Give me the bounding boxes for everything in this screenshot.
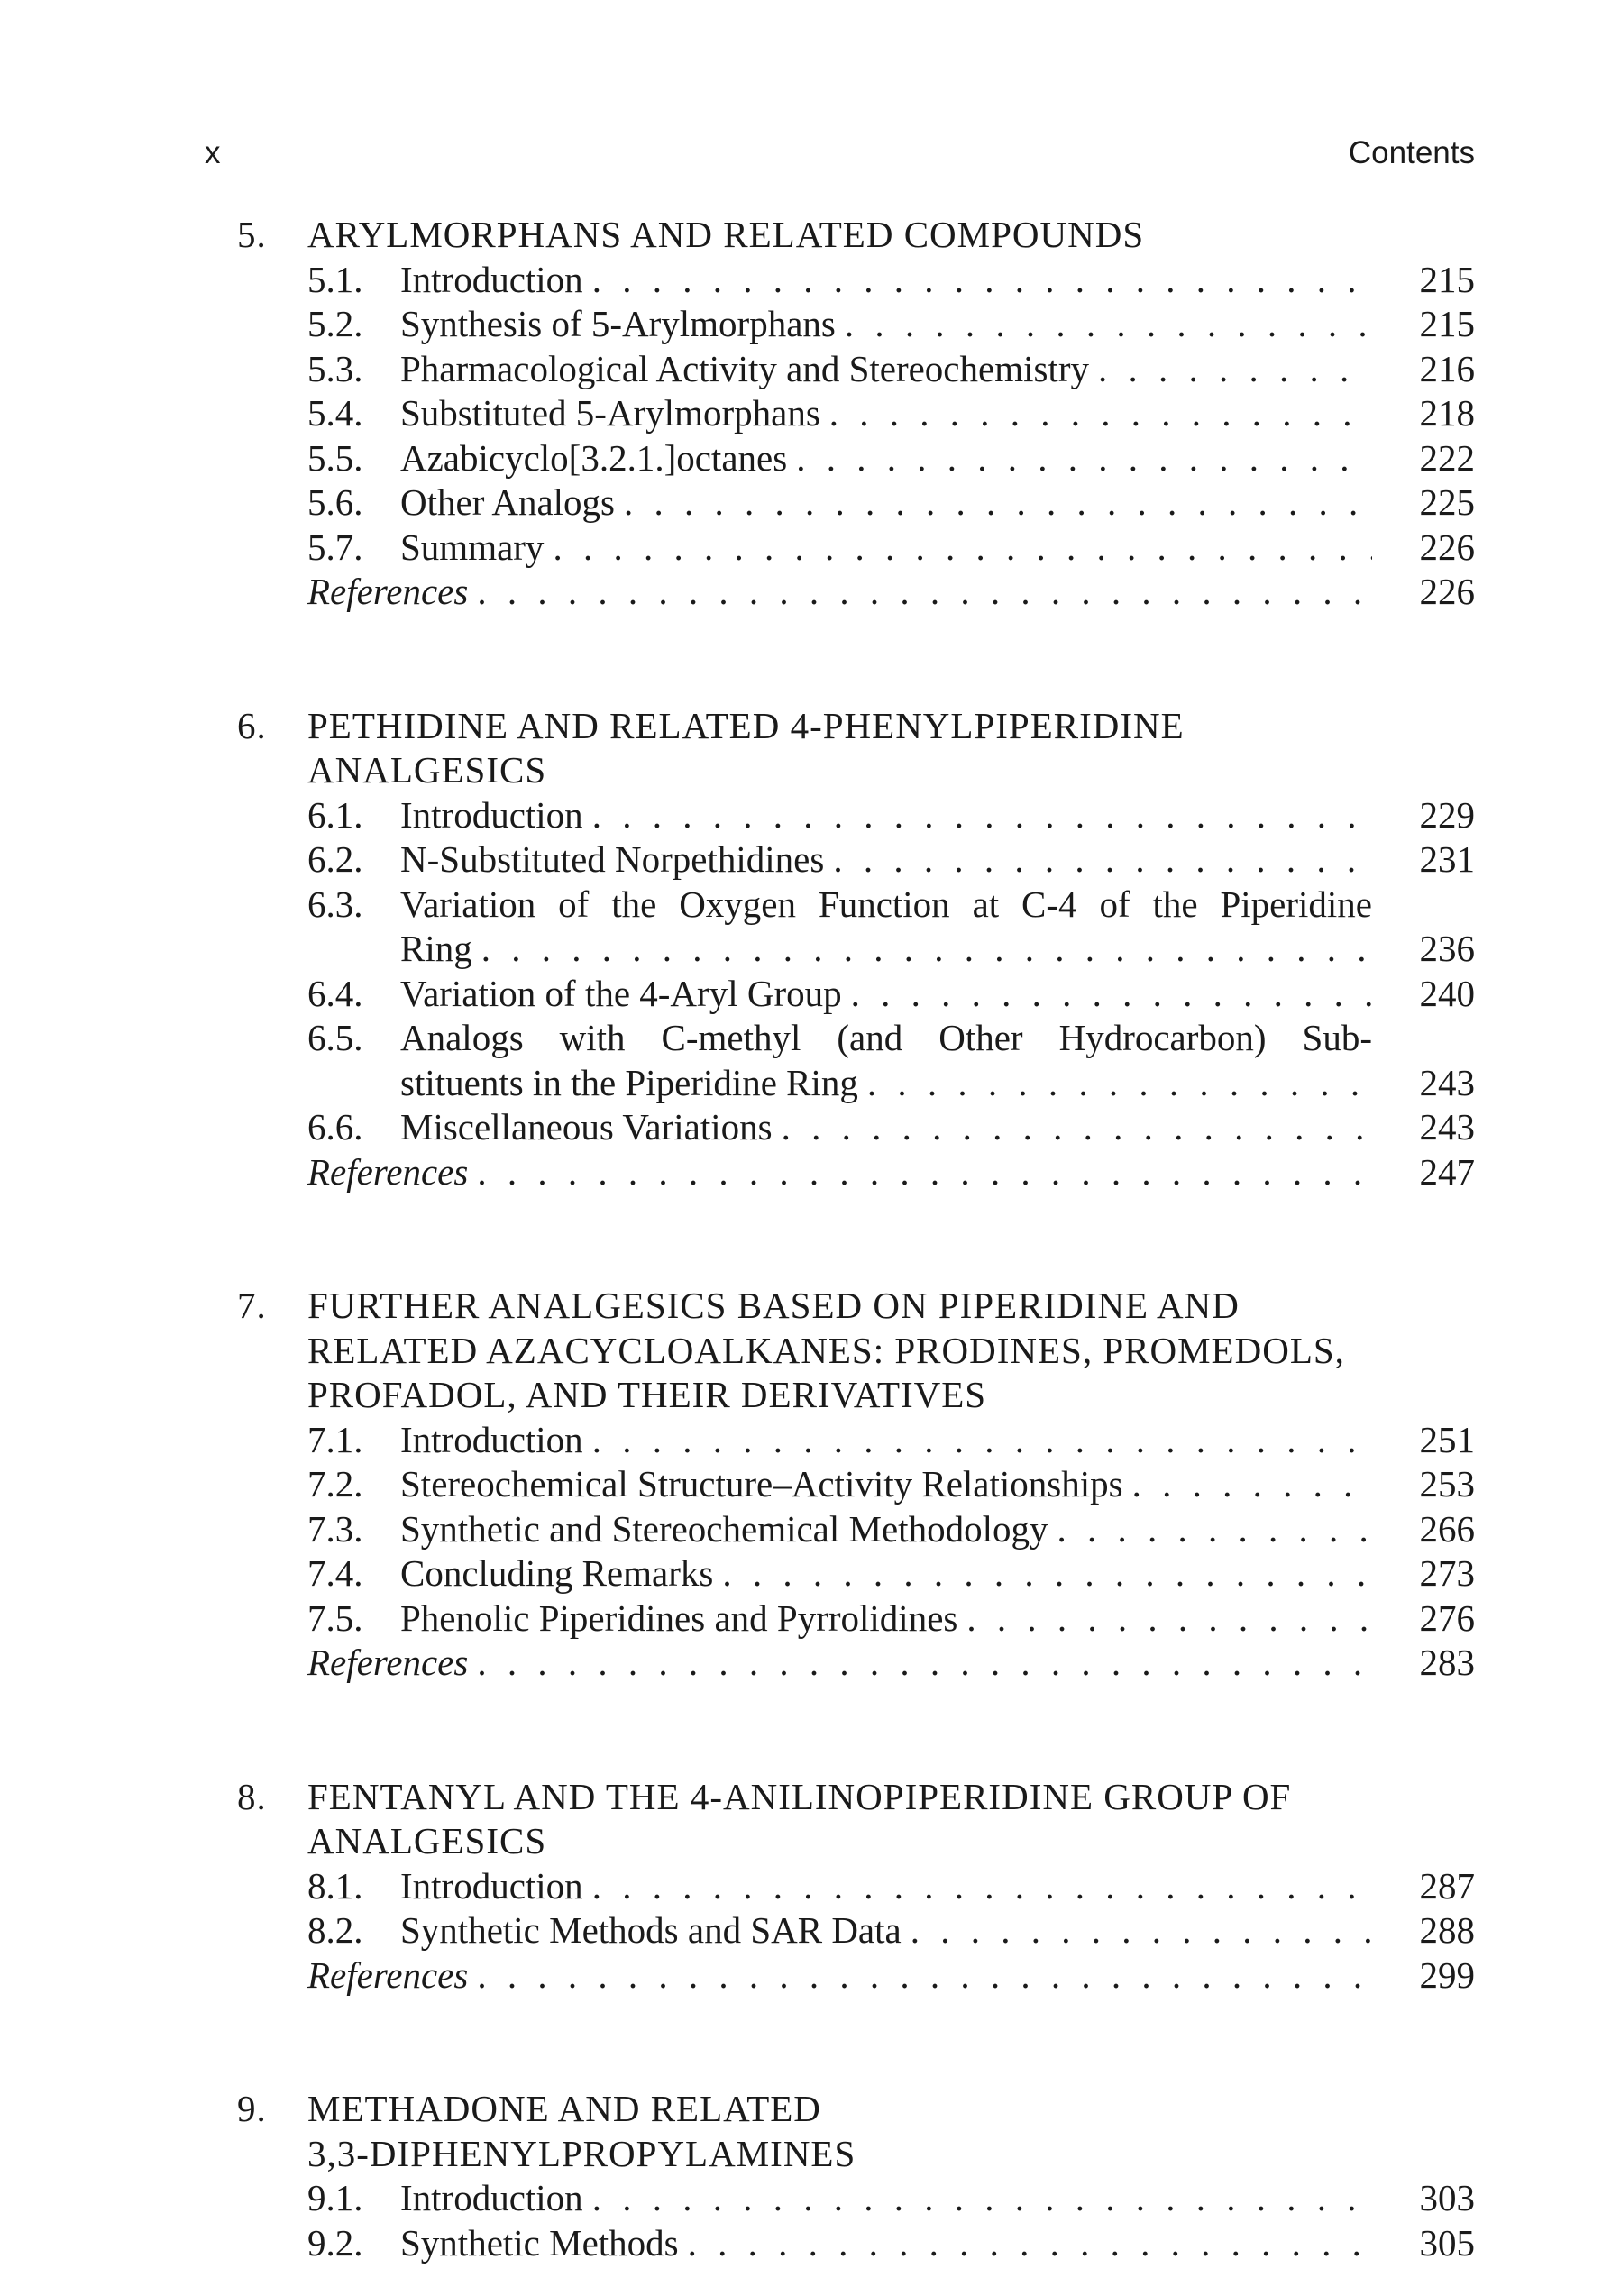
section-number: 6.1. [307, 793, 363, 836]
toc-entry-body [307, 302, 1475, 347]
chapter-number: 8. [237, 1775, 267, 1817]
section-title: Synthesis of 5-Arylmorphans [400, 303, 836, 344]
toc-entry-row [400, 1864, 1475, 1909]
section-title: Stereochemical Structure–Activity Relationships [400, 1463, 1123, 1505]
section-number: 8.1. [307, 1864, 363, 1907]
dot-leader [592, 2176, 1372, 2221]
page-number: 215 [1419, 258, 1475, 300]
section-title-line: Analogs with C-methyl (and Other Hydrocarbon) Sub- [400, 1017, 1372, 1058]
toc-entry [237, 526, 1475, 571]
toc-entry-body [307, 1864, 1475, 1909]
section-title: Introduction [400, 258, 583, 300]
toc-entry-row [400, 1596, 1475, 1642]
dot-leader [592, 1418, 1372, 1463]
references-entry [237, 1641, 1475, 1686]
section-title: Introduction [400, 1418, 583, 1460]
dot-leader [592, 1864, 1372, 1909]
chapter-heading [237, 704, 1475, 793]
chapter-title-line: RELATED AZACYCLOALKANES: PRODINES, PROMEDOLS, [307, 1329, 1345, 1371]
section-title: Azabicyclo[3.2.1.]octanes [400, 436, 788, 479]
toc-entry-body [307, 793, 1475, 838]
toc-entry [237, 1105, 1475, 1150]
toc-entry [237, 1418, 1475, 1463]
toc-entry-row [400, 1551, 1475, 1596]
page-number: 222 [1419, 436, 1475, 479]
dot-leader [833, 837, 1372, 883]
toc-entry-body [307, 526, 1475, 571]
dot-leader [1132, 1462, 1372, 1507]
toc-entry [237, 391, 1475, 436]
chapter-title-line: PETHIDINE AND RELATED 4-PHENYLPIPERIDINE [307, 704, 1185, 746]
toc-entry-body [307, 480, 1475, 526]
section-number: 6.5. [307, 1017, 363, 1058]
section-title: Summary [400, 526, 545, 568]
toc-entry-body [307, 1105, 1475, 1150]
toc-entry-body [307, 347, 1475, 392]
page-number: 266 [1419, 1507, 1475, 1550]
references-entry [237, 1953, 1475, 1999]
toc-entry [237, 972, 1475, 1017]
toc-entry-row [400, 1418, 1475, 1463]
toc-entry-row [400, 391, 1475, 436]
section-number: 5.4. [307, 392, 363, 434]
chapter-block [237, 1284, 1475, 1686]
page-number: 216 [1419, 347, 1475, 389]
page-number-roman: x [205, 135, 221, 170]
toc-entry [237, 1908, 1475, 1953]
dot-leader [688, 2221, 1372, 2266]
chapter-title-line: METHADONE AND RELATED [307, 2088, 821, 2129]
page-number: 276 [1419, 1596, 1475, 1639]
chapter-number: 7. [237, 1285, 267, 1326]
toc-entry-row [400, 1507, 1475, 1552]
page-number: 283 [1419, 1642, 1475, 1683]
page-number: 251 [1419, 1418, 1475, 1460]
toc-entry [237, 1507, 1475, 1552]
toc-entry [237, 837, 1475, 883]
dot-leader [477, 1641, 1372, 1686]
toc-entry [237, 2221, 1475, 2266]
dot-leader [481, 927, 1372, 972]
page-number: 215 [1419, 303, 1475, 344]
page-number: 253 [1419, 1463, 1475, 1505]
toc-entry-body [307, 1507, 1475, 1552]
toc-entry-body [307, 883, 1475, 972]
section-title: Synthetic Methods and SAR Data [400, 1909, 902, 1951]
toc-entry [237, 480, 1475, 526]
chapter-number: 9. [237, 2088, 267, 2129]
section-title: Ring [400, 928, 472, 969]
chapter-block [237, 704, 1475, 1195]
toc-entry-body [307, 1908, 1475, 1953]
page-number: 287 [1419, 1864, 1475, 1907]
toc-entry-row [400, 1105, 1475, 1150]
page-number: 305 [1419, 2221, 1475, 2264]
chapter-title-line: ANALGESICS [307, 1820, 547, 1861]
section-number: 9.2. [307, 2221, 363, 2264]
toc-entry-body [307, 837, 1475, 883]
dot-leader [1057, 1507, 1372, 1552]
page-number: 236 [1419, 928, 1475, 969]
dot-leader [553, 526, 1372, 571]
section-title: Introduction [400, 2177, 583, 2218]
toc-entry-body [307, 1551, 1475, 1596]
toc-entry-body [307, 1016, 1475, 1105]
section-title: Phenolic Piperidines and Pyrrolidines [400, 1596, 958, 1639]
references-label: References [307, 1953, 469, 1996]
chapter-heading [237, 1284, 1475, 1418]
page-number: 243 [1419, 1061, 1475, 1103]
toc-entry [237, 436, 1475, 481]
chapter-title-line: PROFADOL, AND THEIR DERIVATIVES [307, 1374, 987, 1415]
section-title: Substituted 5-Arylmorphans [400, 392, 820, 434]
toc-entry [237, 883, 1475, 972]
toc-entry-body [307, 258, 1475, 303]
section-title: Synthetic and Stereochemical Methodology [400, 1507, 1048, 1550]
dot-leader [966, 1596, 1372, 1642]
references-entry [237, 570, 1475, 615]
chapter-heading [237, 1775, 1475, 1864]
toc-entry-body [307, 1596, 1475, 1642]
dot-leader [592, 258, 1372, 303]
toc-entry-row [400, 480, 1475, 526]
section-number: 6.6. [307, 1106, 363, 1148]
toc-entry [237, 347, 1475, 392]
toc-entry-body [307, 972, 1475, 1017]
toc-entry-body [307, 2221, 1475, 2266]
dot-leader [845, 302, 1372, 347]
dot-leader [477, 570, 1372, 615]
section-title: Other Analogs [400, 481, 615, 523]
section-number: 5.2. [307, 303, 363, 344]
chapter-title-line: ANALGESICS [307, 749, 547, 791]
page-number: 243 [1419, 1106, 1475, 1148]
dot-leader [829, 391, 1372, 436]
page-number: 226 [1419, 571, 1475, 612]
dot-leader [624, 480, 1372, 526]
chapter-title-line: 3,3-DIPHENYLPROPYLAMINES [307, 2132, 856, 2174]
dot-leader [782, 1105, 1372, 1150]
toc-entry [237, 2176, 1475, 2221]
section-title: N-Substituted Norpethidines [400, 838, 825, 880]
section-number: 6.2. [307, 838, 363, 880]
page-number: 225 [1419, 481, 1475, 523]
dot-leader [722, 1551, 1372, 1596]
section-title: Synthetic Methods [400, 2221, 679, 2264]
page-number: 240 [1419, 972, 1475, 1014]
references-entry [237, 1150, 1475, 1195]
section-number: 7.4. [307, 1552, 363, 1594]
section-number: 5.3. [307, 347, 363, 389]
chapter-title-line: FENTANYL AND THE 4-ANILINOPIPERIDINE GROUP OF [307, 1775, 1292, 1817]
toc-entry-body [307, 391, 1475, 436]
toc-entry-body [307, 2176, 1475, 2221]
section-title: Pharmacological Activity and Stereochemistry [400, 347, 1089, 389]
running-header: Contents [1348, 135, 1475, 170]
page-number: 273 [1419, 1552, 1475, 1594]
chapter-block [237, 1775, 1475, 1999]
section-number: 5.5. [307, 436, 363, 479]
references-label: References [307, 1642, 469, 1683]
section-title-line: Variation of the Oxygen Function at C-4 of the Piperidine [400, 883, 1372, 925]
chapter-block [237, 213, 1475, 615]
section-number: 9.1. [307, 2177, 363, 2218]
page-number: 226 [1419, 526, 1475, 568]
toc-entry-body [307, 436, 1475, 481]
section-number: 7.1. [307, 1418, 363, 1460]
chapter-heading [237, 2087, 1475, 2176]
references-label: References [307, 571, 469, 612]
section-number: 5.7. [307, 526, 363, 568]
page-number: 303 [1419, 2177, 1475, 2218]
toc-entry [237, 258, 1475, 303]
toc-entry-row [400, 347, 1475, 392]
toc-entry [237, 1016, 1475, 1105]
toc-entry [237, 793, 1475, 838]
dot-leader [477, 1150, 1372, 1195]
section-number: 6.4. [307, 972, 363, 1014]
section-number: 7.2. [307, 1463, 363, 1505]
toc-entry-row [400, 972, 1475, 1017]
chapter-number: 6. [237, 704, 267, 746]
page-number: 247 [1419, 1150, 1475, 1193]
dot-leader [911, 1908, 1372, 1953]
page-number: 288 [1419, 1909, 1475, 1951]
page-number: 229 [1419, 793, 1475, 836]
toc-entry-row [400, 526, 1475, 571]
section-number: 7.5. [307, 1596, 363, 1639]
page-number: 299 [1419, 1953, 1475, 1996]
toc-entry-row [400, 1061, 1475, 1106]
toc-entry [237, 1864, 1475, 1909]
toc-entry-row [400, 2176, 1475, 2221]
toc-entry-row [400, 927, 1475, 972]
dot-leader [592, 793, 1372, 838]
dot-leader [867, 1061, 1372, 1106]
section-number: 8.2. [307, 1909, 363, 1951]
toc-entry-row [400, 258, 1475, 303]
toc-entry-row [400, 837, 1475, 883]
toc-entry [237, 1551, 1475, 1596]
dot-leader [1098, 347, 1372, 392]
page-number: 218 [1419, 392, 1475, 434]
section-title: Miscellaneous Variations [400, 1106, 773, 1148]
section-number: 7.3. [307, 1507, 363, 1550]
chapter-title-line: FURTHER ANALGESICS BASED ON PIPERIDINE AND [307, 1285, 1240, 1326]
page-number: 231 [1419, 838, 1475, 880]
references-row [307, 1150, 1475, 1195]
toc-entry-row [400, 436, 1475, 481]
section-title: Concluding Remarks [400, 1552, 714, 1594]
toc-entry [237, 302, 1475, 347]
dot-leader [477, 1953, 1372, 1999]
references-row [307, 1953, 1475, 1999]
toc-entry [237, 1596, 1475, 1642]
references-label: References [307, 1150, 469, 1193]
table-of-contents [237, 213, 1475, 2265]
references-row [307, 570, 1475, 615]
chapter-block [237, 2087, 1475, 2265]
section-title: stituents in the Piperidine Ring [400, 1061, 858, 1103]
toc-entry-row [400, 793, 1475, 838]
dot-leader [796, 436, 1372, 481]
chapter-title-line: ARYLMORPHANS AND RELATED COMPOUNDS [307, 214, 1145, 255]
toc-entry-row [400, 1908, 1475, 1953]
dot-leader [851, 972, 1372, 1017]
toc-entry [237, 1462, 1475, 1507]
toc-entry-row [400, 1462, 1475, 1507]
section-number: 5.6. [307, 481, 363, 523]
section-title: Introduction [400, 1864, 583, 1907]
references-row [307, 1641, 1475, 1686]
toc-entry-row [400, 302, 1475, 347]
section-number: 6.3. [307, 883, 363, 925]
section-number: 5.1. [307, 258, 363, 300]
section-title: Introduction [400, 793, 583, 836]
toc-entry-body [307, 1418, 1475, 1463]
section-title: Variation of the 4-Aryl Group [400, 972, 842, 1014]
chapter-number: 5. [237, 214, 267, 255]
chapter-heading [237, 213, 1475, 258]
toc-entry-row [400, 2221, 1475, 2266]
toc-entry-body [307, 1462, 1475, 1507]
